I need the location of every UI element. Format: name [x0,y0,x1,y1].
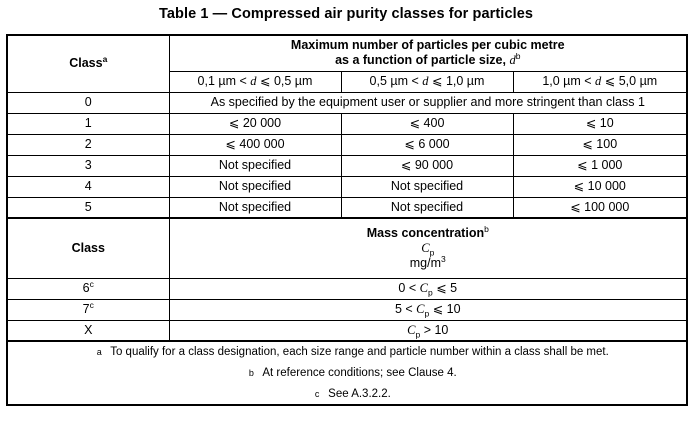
table-row [7,299,687,320]
class-cell: 5 [7,197,169,218]
purity-classes-table [6,34,688,406]
class-0-spec: As specified by the equipment user or supplier and more stringent than class 1 [169,92,687,113]
table-row [7,197,687,218]
value-cell: ⩽ 90 000 [341,155,513,176]
particles-header-row [7,35,687,71]
value-cell: ⩽ 10 000 [513,176,687,197]
table-title: Table 1 — Compressed air purity classes for particles [158,6,534,22]
footnote-c: c See A.3.2.2. [7,384,687,405]
class-cell: 0 [7,92,169,113]
table-row [7,113,687,134]
value-cell: ⩽ 400 [341,113,513,134]
table-row [7,320,687,341]
size-range-1: 0,1 µm < d ⩽ 0,5 µm [169,71,341,92]
mass-range-cell: $C_p > 10$ [169,320,687,341]
footnote-row [7,384,687,405]
table-row [7,155,687,176]
value-cell: Not specified [169,197,341,218]
footnote-row [7,363,687,384]
mass-header-row [7,218,687,278]
class-header: Class$^a$ [7,35,169,92]
value-cell: ⩽ 6 000 [341,134,513,155]
class-cell: 3 [7,155,169,176]
footnote-a: a To qualify for a class designation, each size range and particle number within a class shall be met. [7,341,687,363]
footnote-b: b At reference conditions; see Clause 4. [7,363,687,384]
value-cell: ⩽ 20 000 [169,113,341,134]
size-range-2: 0,5 µm < d ⩽ 1,0 µm [341,71,513,92]
class-cell: 7$^c$ [7,299,169,320]
value-cell: ⩽ 100 000 [513,197,687,218]
value-cell: ⩽ 10 [513,113,687,134]
class-cell: 6$^c$ [7,278,169,299]
class-cell: 2 [7,134,169,155]
footnote-row [7,341,687,363]
value-cell: ⩽ 1 000 [513,155,687,176]
class-cell: X [7,320,169,341]
value-cell: ⩽ 100 [513,134,687,155]
mass-range-cell: $0 < C_p$ ⩽ 5 [169,278,687,299]
table-row [7,278,687,299]
value-cell: Not specified [341,197,513,218]
max-particles-header: Maximum number of particles per cubic metre as a function of particle size, $d^b$ [169,35,687,71]
size-range-3: 1,0 µm < d ⩽ 5,0 µm [513,71,687,92]
mass-range-cell: $5 < C_p$ ⩽ 10 [169,299,687,320]
value-cell: Not specified [169,176,341,197]
value-cell: Not specified [341,176,513,197]
value-cell: ⩽ 400 000 [169,134,341,155]
table-row [7,176,687,197]
mass-class-header: Class [7,218,169,278]
table-row [7,92,687,113]
mass-concentration-header: Mass concentration$^b$ $C_p$ $mg/m^3$ [169,218,687,278]
class-cell: 1 [7,113,169,134]
class-cell: 4 [7,176,169,197]
value-cell: Not specified [169,155,341,176]
table-row [7,134,687,155]
